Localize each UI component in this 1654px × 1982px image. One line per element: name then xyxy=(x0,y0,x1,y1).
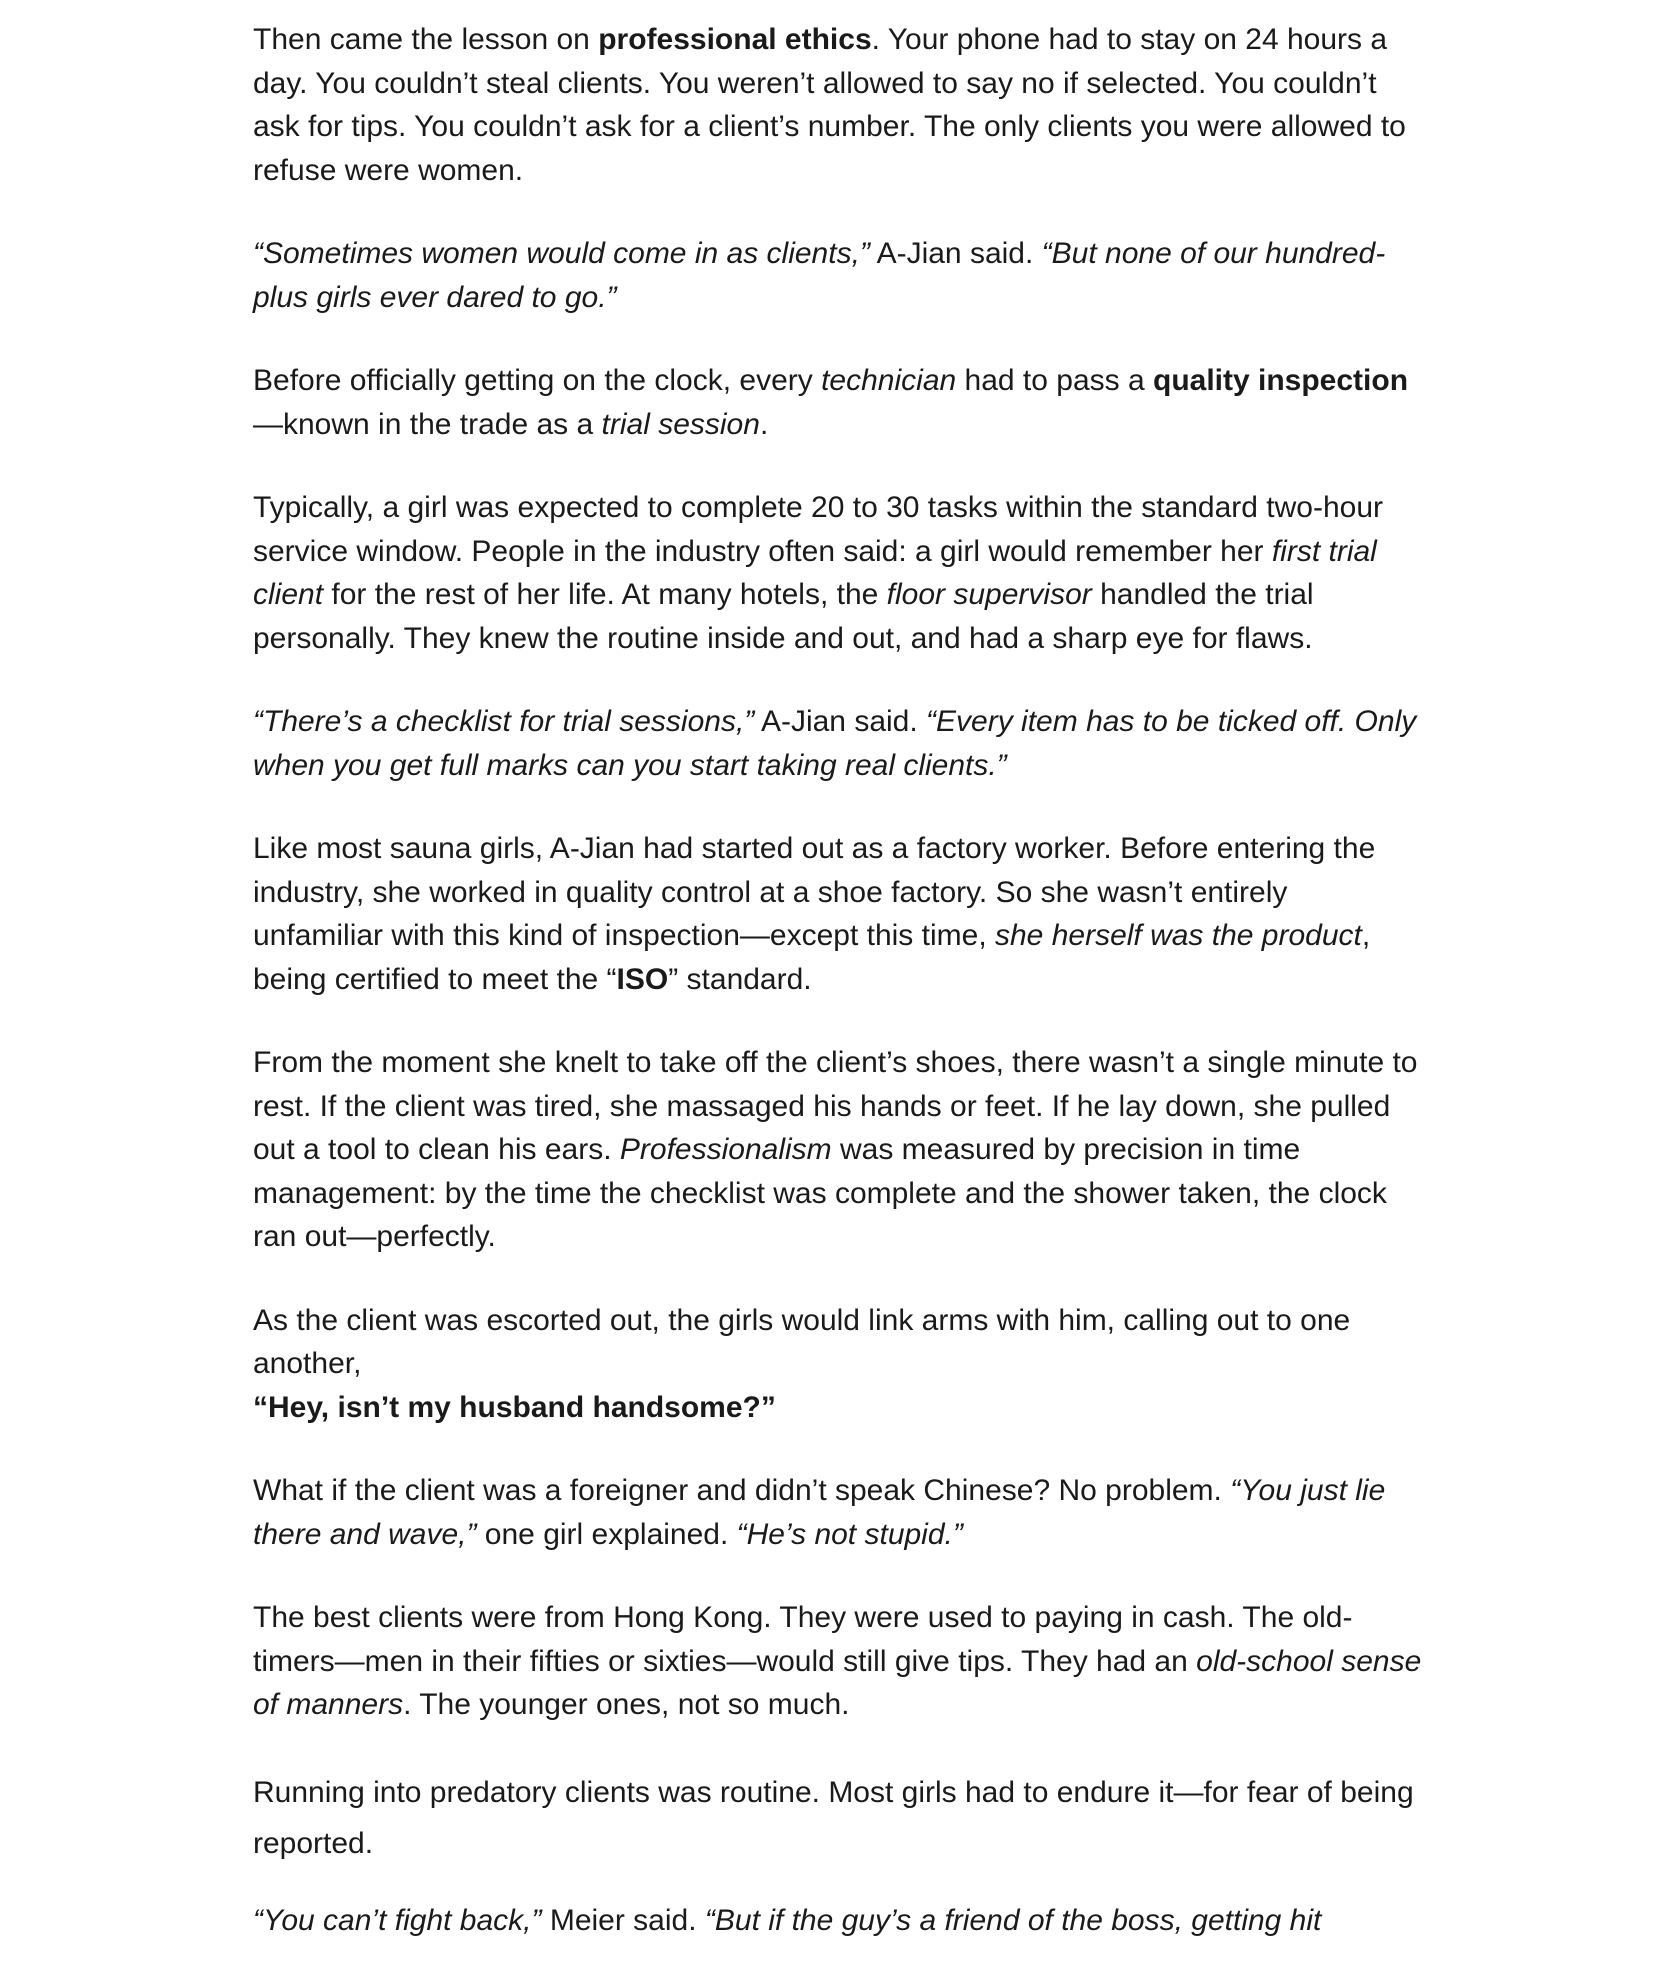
quote-italic: “But none of our hundred-plus girls ever dared to go.” xyxy=(253,237,1386,314)
paragraph-women-clients-quote xyxy=(253,232,1423,319)
paragraph-meier-quote xyxy=(253,1899,1423,1943)
text-run: A-Jian said. xyxy=(754,705,927,738)
italic-term: trial session xyxy=(601,407,760,441)
paragraph-trial-tasks xyxy=(253,486,1423,660)
text-run: From the moment she knelt to take off the client’s shoes, there wasn’t a single minute to rest. If the client was tired, she massaged his hands or feet. If he lay down, she pulled out a tool to clean his ears. xyxy=(253,1046,1418,1166)
text-run: was measured by precision in time management: by the time the checklist was complete and the shower taken, the clock ran out—perfectly. xyxy=(253,1133,1387,1253)
paragraph-predatory-clients xyxy=(253,1767,1423,1869)
quote-italic: “You just lie there and wave,” xyxy=(253,1474,1386,1551)
bold-quote: “Hey, isn’t my husband handsome?” xyxy=(253,1390,776,1424)
text-run: . Your phone had to stay on 24 hours a day. You couldn’t steal clients. You weren’t allowed to say no if selected. You couldn’t ask for tips. You couldn’t ask for a client’s number. The only clients you were allowed to refuse were women. xyxy=(253,23,1406,187)
italic-term: she herself was the product xyxy=(995,919,1362,952)
quote-italic: “Sometimes women would come in as clients,” xyxy=(253,237,870,270)
text-run: . xyxy=(759,407,769,441)
italic-term: floor supervisor xyxy=(886,578,1092,611)
article-body xyxy=(253,18,1423,1982)
bold-term: ISO xyxy=(616,962,669,996)
quote-italic: “You can’t fight back,” xyxy=(253,1903,542,1937)
text-run: Typically, a girl was expected to complete 20 to 30 tasks within the standard two-hour service window. People in the industry often said: a girl would remember her xyxy=(253,491,1384,568)
text-run: As the client was escorted out, the girls would link arms with him, calling out to one another, xyxy=(253,1303,1351,1380)
italic-term: old-school sense of manners xyxy=(253,1644,1422,1721)
paragraph-quality-inspection xyxy=(253,359,1423,446)
paragraph-factory-worker xyxy=(253,827,1423,1001)
text-run: What if the client was a foreigner and didn’t speak Chinese? No problem. xyxy=(253,1474,1231,1507)
text-run: one girl explained. xyxy=(476,1517,737,1551)
paragraph-foreigner xyxy=(253,1469,1423,1556)
paragraph-professionalism xyxy=(253,1041,1423,1259)
bold-term: professional ethics xyxy=(598,23,872,56)
text-run: ” standard. xyxy=(668,962,812,996)
text-run: for the rest of her life. At many hotels, the xyxy=(323,578,887,611)
bold-term: quality inspection xyxy=(1153,364,1409,397)
italic-term: technician xyxy=(821,364,957,397)
italic-term: first trial client xyxy=(253,534,1377,611)
text-run: Then came the lesson on xyxy=(253,23,599,56)
text-run: Before officially getting on the clock, every xyxy=(253,364,822,397)
text-run: handled the trial personally. They knew the routine inside and out, and had a sharp eye for flaws. xyxy=(253,578,1314,655)
text-run: . The younger ones, not so much. xyxy=(403,1688,850,1721)
paragraph-hong-kong-clients xyxy=(253,1596,1423,1727)
paragraph-escorted-out xyxy=(253,1299,1423,1386)
quote-italic: “There’s a checklist for trial sessions,” xyxy=(253,705,755,738)
paragraph-checklist-quote xyxy=(253,700,1423,787)
quote-italic: “He’s not stupid.” xyxy=(736,1517,963,1551)
text-run: Like most sauna girls, A-Jian had started out as a factory worker. Before entering the industry, she worked in quality control at a shoe factory. So she wasn’t entirely unfamiliar with this kind of inspection—except this time, xyxy=(253,832,1376,952)
text-run: Meier said. xyxy=(541,1903,705,1937)
paragraph-professional-ethics xyxy=(253,18,1423,192)
quote-italic: “But if the guy’s a friend of the boss, getting hit xyxy=(704,1903,1322,1937)
text-run: —known in the trade as a xyxy=(253,407,602,441)
italic-term: Professionalism xyxy=(619,1133,832,1166)
text-run: Running into predatory clients was routine. Most girls had to endure it—for fear of being reported. xyxy=(253,1775,1414,1860)
text-run: , being certified to meet the “ xyxy=(253,919,1371,996)
text-run: The best clients were from Hong Kong. They were used to paying in cash. The old-timers—men in their fifties or sixties—would still give tips. They had an xyxy=(253,1601,1353,1678)
paragraph-husband-quote xyxy=(253,1386,1423,1430)
text-run: A-Jian said. xyxy=(869,237,1042,270)
text-run: had to pass a xyxy=(956,364,1153,397)
quote-italic: “Every item has to be ticked off. Only when you get full marks can you start taking real clients.” xyxy=(253,705,1417,782)
